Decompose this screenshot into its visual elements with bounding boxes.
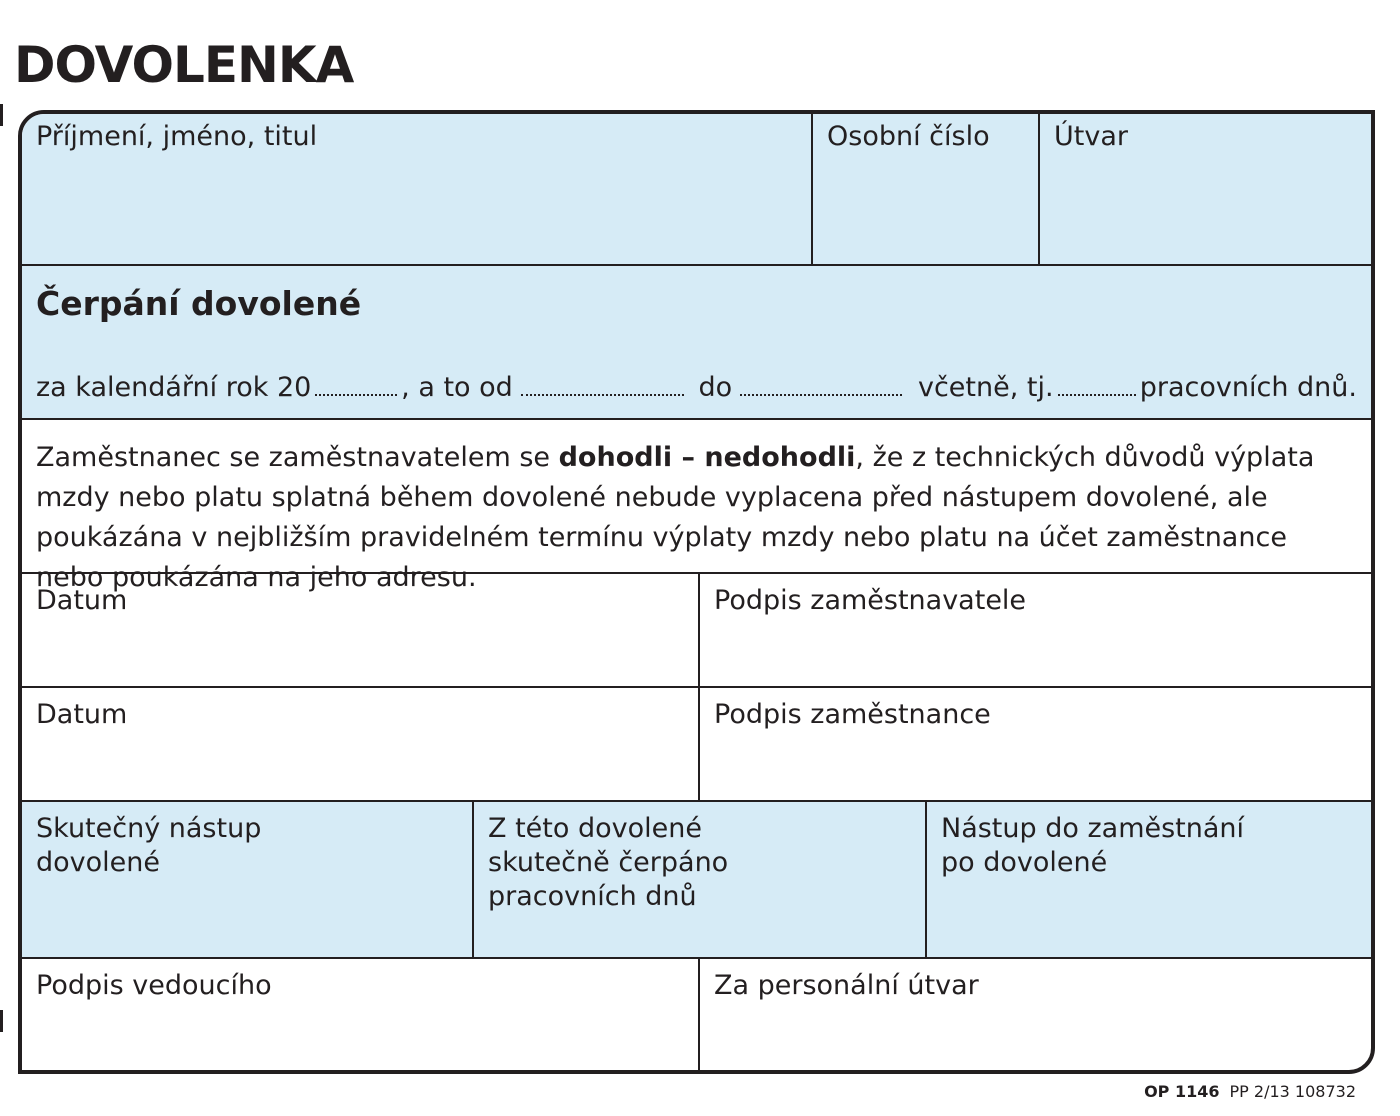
employee-signature-row [22,686,1371,800]
employer-signature-row [22,572,1371,686]
to-label: do [698,372,733,403]
department-label: Útvar [1054,121,1128,152]
actual-start-field[interactable] [22,802,472,957]
margin-mark [0,1010,3,1032]
year-field[interactable] [315,374,397,396]
form-code: OP 1146 [1144,1082,1220,1101]
actual-start-label: Skutečný nástup dovolené [36,813,262,878]
days-label: pracovních dnů. [1139,372,1357,403]
days-taken-label: Z této dovolené skutečně čerpáno pracovních dnů [488,813,729,912]
approval-row [22,957,1371,1074]
date-label: Datum [36,699,128,730]
from-label: , a to od [401,372,513,403]
to-date-field[interactable] [740,374,902,396]
employer-signature-label: Podpis zaměstnavatele [714,585,1027,616]
date-field-1[interactable] [22,574,698,686]
from-date-field[interactable] [521,374,685,396]
inclusive-label: včetně, tj. [917,372,1054,403]
agreement-choice[interactable]: dohodli – nedohodli [558,442,856,473]
agreement-text: Zaměstnanec se zaměstnavatelem se dohodli – nedohodli, že z technických důvodů výplata mzdy nebo platu splatná během dovolené nebude vyplacena před nástupem dovolené, ale poukázána v nejbližším pravidelném termínu výplaty mzdy nebo platu na účet zaměstnance nebo poukázána na jeho adresu. [36,442,1315,593]
employee-signature-label: Podpis zaměstnance [714,699,991,730]
personal-number-label: Osobní číslo [827,121,990,152]
return-date-field[interactable] [925,802,1371,957]
print-info: PP 2/13 108732 [1229,1082,1356,1101]
date-field-2[interactable] [22,688,698,800]
period-line [36,372,1357,403]
name-label: Příjmení, jméno, titul [36,121,318,152]
section-title: Čerpání dovolené [36,284,362,323]
identity-row [22,114,1371,264]
hr-label: Za personální útvar [714,970,979,1001]
leave-period-row [22,264,1371,418]
form-footer [1144,1082,1356,1101]
date-label: Datum [36,585,128,616]
agreement-row [22,418,1371,593]
hr-field[interactable] [698,959,1371,1074]
actual-leave-row [22,800,1371,957]
leave-form [18,110,1375,1074]
name-field[interactable] [22,114,811,264]
days-taken-field[interactable] [472,802,925,957]
page-title: DOVOLENKA [14,36,354,94]
manager-signature-field[interactable] [22,959,698,1074]
department-field[interactable] [1038,114,1371,264]
return-label: Nástup do zaměstnání po dovolené [941,813,1245,878]
year-label: za kalendářní rok 20 [36,372,312,403]
margin-mark [0,104,3,126]
employee-signature-field[interactable] [698,688,1371,800]
personal-number-field[interactable] [811,114,1038,264]
employer-signature-field[interactable] [698,574,1371,686]
days-count-field[interactable] [1058,374,1136,396]
manager-signature-label: Podpis vedoucího [36,970,272,1001]
